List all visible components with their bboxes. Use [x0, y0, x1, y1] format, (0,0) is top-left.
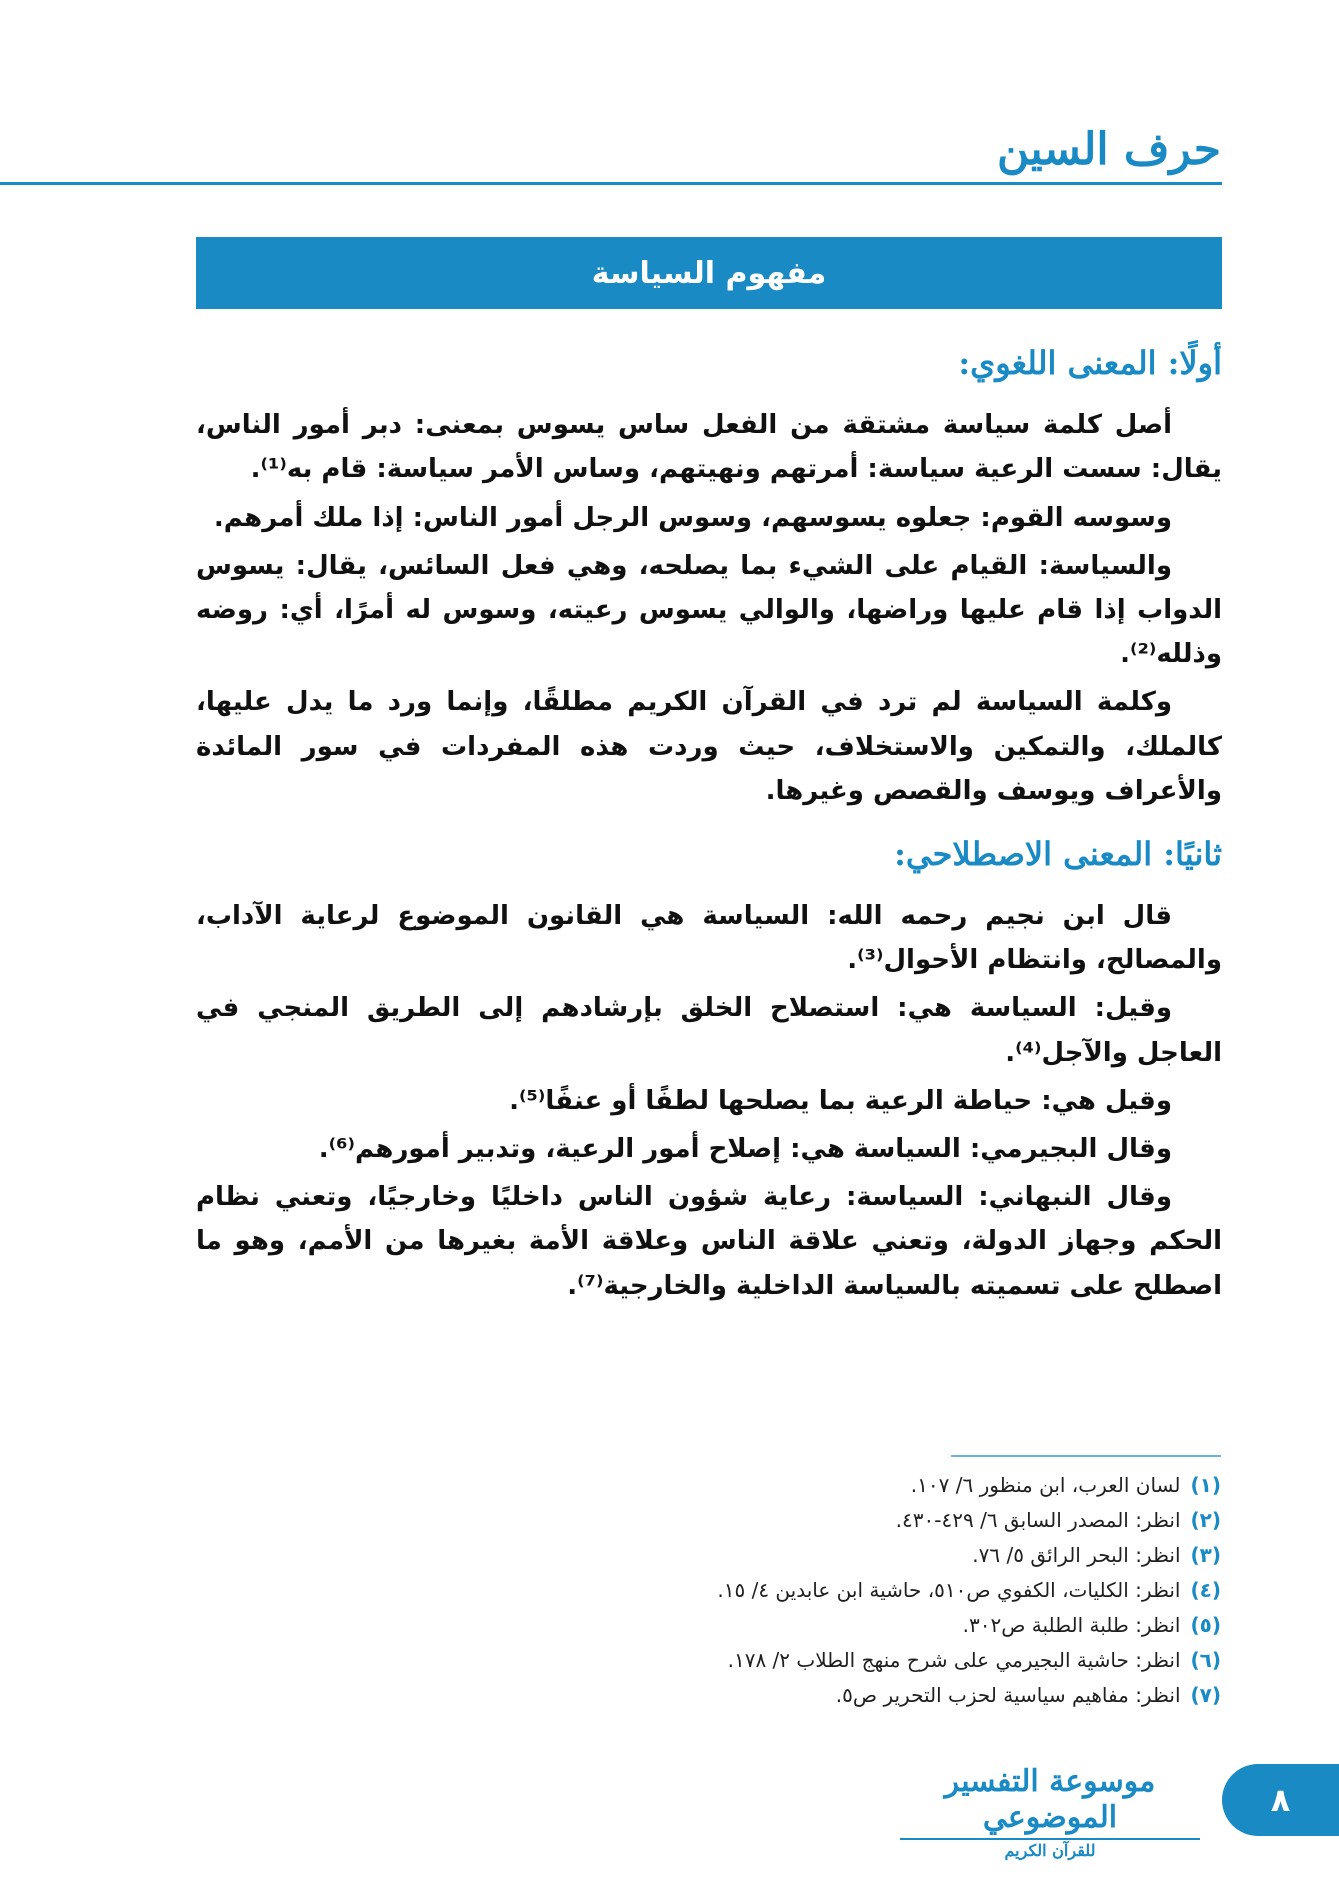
section-banner: [196, 237, 1222, 309]
body-paragraph: قال ابن نجيم رحمه الله: السياسة هي القانون الموضوع لرعاية الآداب، والمصالح، وانتظام الأحوال⁽³⁾.: [196, 901, 1222, 976]
footnote-item: [321, 1538, 1221, 1573]
footnotes-list: [321, 1468, 1221, 1713]
section-banner-title: مفهوم السياسة: [591, 255, 827, 291]
body-paragraph: وقيل: السياسة هي: استصلاح الخلق بإرشادهم إلى الطريق المنجي في العاجل والآجل⁽⁴⁾.: [196, 993, 1222, 1068]
page-number: ٨: [1270, 1781, 1291, 1819]
body-paragraph: أصل كلمة سياسة مشتقة من الفعل ساس يسوس بمعنى: دبر أمور الناس، يقال: سست الرعية سياسة: أمرتهم ونهيتهم، وساس الأمر سياسة: قام به⁽¹⁾.: [196, 410, 1222, 485]
footnote-item: [321, 1643, 1221, 1678]
footnote-number: (٣): [1190, 1543, 1221, 1567]
main-content: [196, 338, 1222, 1312]
footnote-separator: [951, 1455, 1221, 1457]
footnote-text: انظر: طلبة الطلبة ص٣٠٢.: [962, 1613, 1181, 1637]
footnote-text: انظر: مفاهيم سياسية لحزب التحرير ص٥.: [835, 1683, 1181, 1707]
lexical-meaning-heading: أولًا: المعنى اللغوي:: [958, 344, 1222, 382]
footnote-text: انظر: البحر الرائق ٥/ ٧٦.: [972, 1543, 1181, 1567]
footnote-text: لسان العرب، ابن منظور ٦/ ١٠٧.: [910, 1473, 1181, 1497]
body-paragraph: وكلمة السياسة لم ترد في القرآن الكريم مطلقًا، وإنما ورد ما يدل عليها، كالملك، والتمكين والاستخلاف، حيث وردت هذه المفردات في سور المائدة والأعراف ويوسف والقصص وغيرها.: [196, 687, 1222, 806]
footnote-item: [321, 1608, 1221, 1643]
footnote-number: (٢): [1190, 1508, 1221, 1532]
footnote-item: [321, 1678, 1221, 1713]
body-paragraph: وقال البجيرمي: السياسة هي: إصلاح أمور الرعية، وتدبير أمورهم⁽⁶⁾.: [318, 1134, 1172, 1164]
footnote-item: [321, 1503, 1221, 1538]
logo-subtitle: للقرآن الكريم: [1004, 1841, 1096, 1860]
footnote-text: انظر: حاشية البجيرمي على شرح منهج الطلاب ٢/ ١٧٨.: [727, 1648, 1181, 1672]
footnote-text: انظر: المصدر السابق ٦/ ٤٢٩-٤٣٠.: [895, 1508, 1181, 1532]
footnote-text: انظر: الكليات، الكفوي ص٥١٠، حاشية ابن عابدين ٤/ ١٥.: [717, 1578, 1181, 1602]
logo-title: موسوعة التفسير الموضوعي: [900, 1764, 1200, 1840]
footnote-item: [321, 1468, 1221, 1503]
body-paragraph: وقيل هي: حياطة الرعية بما يصلحها لطفًا أو عنفًا⁽⁵⁾.: [509, 1085, 1172, 1116]
footnote-item: [321, 1573, 1221, 1608]
footnote-number: (٦): [1190, 1648, 1221, 1672]
chapter-title: حرف السين: [996, 124, 1221, 175]
encyclopedia-logo: [900, 1764, 1200, 1860]
footnote-number: (٧): [1190, 1683, 1221, 1707]
body-paragraph: والسياسة: القيام على الشيء بما يصلحه، وهي فعل السائس، يقال: يسوس الدواب إذا قام عليها وراضها، والوالي يسوس رعيته، وسوس له أمرًا، أي: روضه وذلله⁽²⁾.: [196, 550, 1222, 670]
technical-meaning-heading: ثانيًا: المعنى الاصطلاحي:: [894, 834, 1222, 873]
header-rule: [0, 182, 1222, 185]
body-paragraph: وسوسه القوم: جعلوه يسوسهم، وسوس الرجل أمور الناس: إذا ملك أمرهم.: [213, 502, 1172, 533]
footnote-number: (٥): [1190, 1613, 1221, 1637]
footnote-number: (٤): [1190, 1578, 1221, 1602]
body-paragraph: وقال النبهاني: السياسة: رعاية شؤون الناس داخليًا وخارجيًا، وتعني نظام الحكم وجهاز الدولة، وتعني علاقة الناس وعلاقة الأمة بغيرها من الأمم، وهو ما اصطلح على تسميته بالسياسة الداخلية والخارجية⁽⁷⁾.: [196, 1182, 1222, 1301]
footnote-number: (١): [1190, 1473, 1221, 1497]
